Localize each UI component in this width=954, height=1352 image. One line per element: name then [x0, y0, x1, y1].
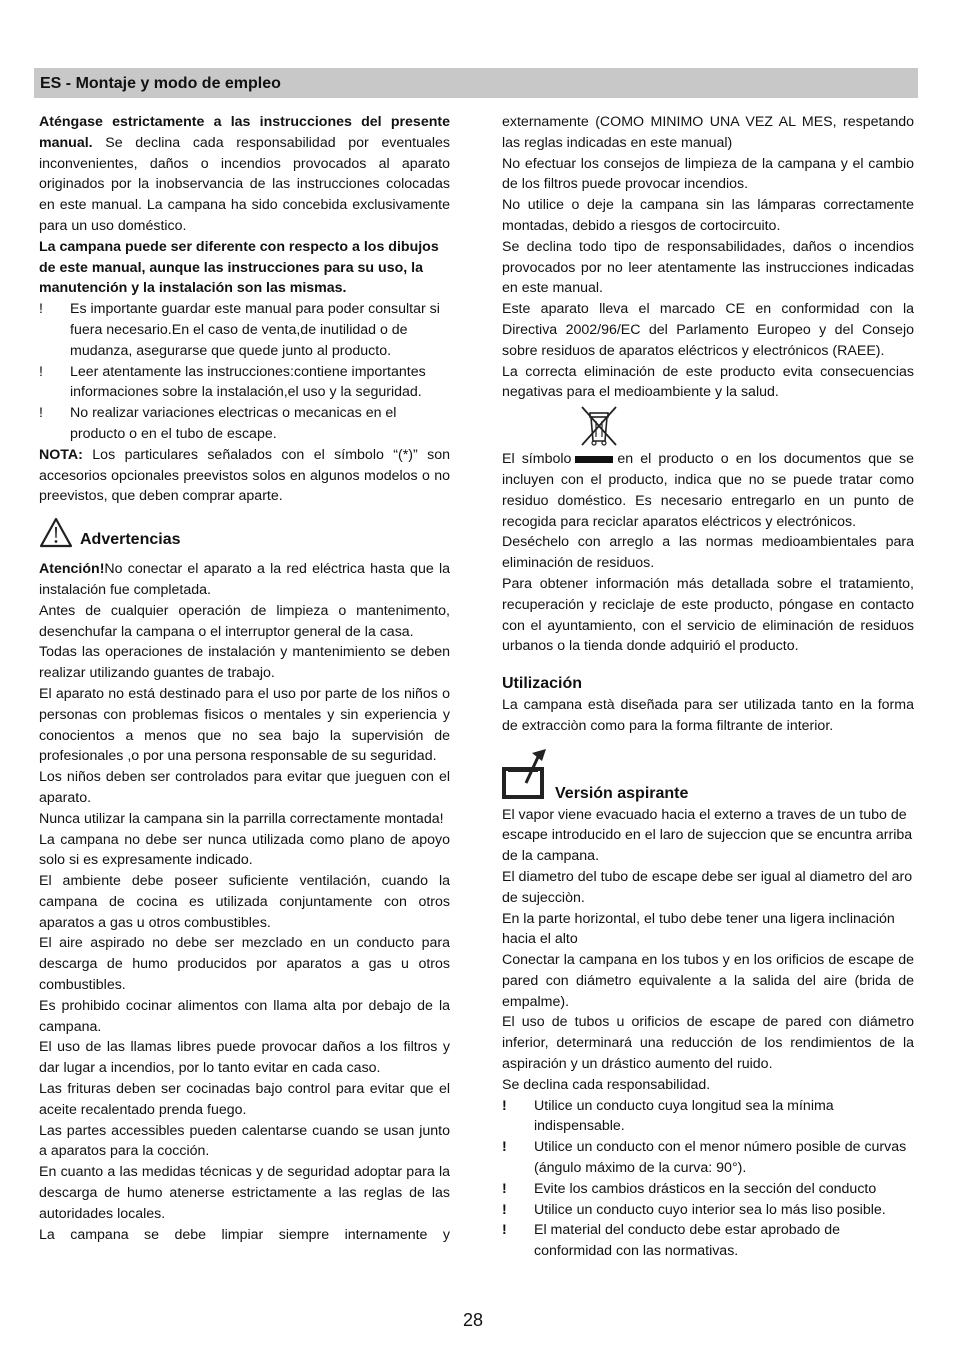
paragraph: No utilice o deje la campana sin las lámparas correctamente montadas, debido a riesgos de cortocircuito.	[502, 197, 914, 234]
warning-paragraph: El aparato no está destinado para el uso por parte de los niños o personas con problemas fisicos o mentales y sin experiencia y conocientos a menos que no sea bajo la supervisión de profesionales ,o por una persona responsable de su seguridad.	[39, 685, 450, 765]
bullet-text: Leer atentamente las instrucciones:contiene importantes informaciones sobre la instalación,el uso y la seguridad.	[70, 363, 426, 401]
paragraph: Deséchelo con arreglo a las normas medioambientales para eliminación de residuos.	[502, 534, 914, 572]
warning-paragraph: El aire aspirado no debe ser mezclado en un conducto para descarga de humo producidos por aparatos a gas u otros combustibles.	[39, 935, 450, 994]
bullet-mark: !	[502, 1222, 507, 1239]
bullet-text: El material del conducto debe estar aprobado de conformidad con las normativas.	[534, 1222, 841, 1260]
symbol-prefix: El símbolo	[502, 451, 572, 468]
weee-bar-icon	[575, 456, 613, 463]
bullet-text: Utilice un conducto con el menor número posible de curvas (ángulo máximo de la curva: 90°).	[534, 1139, 907, 1177]
list-item	[502, 1137, 914, 1179]
bullet-mark: !	[502, 1180, 507, 1197]
bullet-mark: !	[39, 301, 43, 318]
bullet-text: Es importante guardar este manual para poder consultar si fuera necesario.En el caso de venta,de inutilidad o de mudanza, asegurarse que quede junto al producto.	[70, 301, 440, 359]
warning-paragraph: En cuanto a las medidas técnicas y de seguridad adoptar para la descarga de humo atenerse estrictamente a las reglas de las autoridades locales.	[39, 1164, 450, 1222]
right-column	[502, 112, 914, 1262]
page-number: 28	[463, 1310, 484, 1330]
paragraph: El uso de tubos u orificios de escape de pared con diámetro inferior, determinará una reducción de los rendimientos de la aspiración y un drástico aumento del ruido.	[502, 1014, 914, 1073]
warning-paragraph: Los niños deben ser controlados para evitar que jueguen con el aparato.	[39, 769, 450, 806]
weee-symbol-block	[502, 403, 914, 449]
attention-text: No conectar el aparato a la red eléctrica hasta que la instalación fue completada.	[39, 561, 450, 598]
warning-paragraph: Es prohibido cocinar alimentos con llama alta por debajo de la campana.	[39, 997, 450, 1035]
nota-text: Los particulares señalados con el símbolo “(*)” son accesorios opcionales preevistos solos en algunos modelos o no preevistos, que deben comprar aparte.	[39, 446, 450, 505]
warning-paragraph: Todas las operaciones de instalación y mantenimiento se deben realizar utilizando guantes de trabajo.	[39, 644, 450, 682]
list-item	[39, 299, 450, 361]
bullet-text: Utilice un conducto cuya longitud sea la mínima indispensable.	[534, 1097, 834, 1135]
warning-paragraph: La campana se debe limpiar siempre internamente y	[39, 1226, 450, 1243]
hood-duct-icon	[502, 747, 552, 801]
aspirante-heading-block	[502, 747, 914, 805]
paragraph: El vapor viene evacuado hacia el externo a traves de un tubo de escape introducido en el laro de sujeccion que se encuntra arriba de la campana.	[502, 806, 913, 865]
list-item	[502, 1096, 914, 1138]
bullet-mark: !	[502, 1097, 507, 1114]
section-header	[34, 68, 918, 98]
crossed-bin-icon	[578, 403, 620, 447]
list-item	[39, 403, 450, 445]
warning-paragraph: El uso de las llamas libres puede provocar daños a los filtros y dar lugar a incendios, por lo tanto evitar en cada caso.	[39, 1039, 450, 1077]
intro-bold: Aténgase estrictamente a las instrucciones del presente manual.	[39, 114, 450, 151]
list-item	[502, 1179, 914, 1200]
left-column	[39, 112, 450, 1245]
warning-paragraph: Antes de cualquier operación de limpieza o mantenimento, desenchufar la campana o el interruptor general de la casa.	[39, 602, 450, 640]
section-title: ES - Montaje y modo de empleo	[40, 75, 281, 92]
list-item	[502, 1200, 914, 1221]
use-title: Utilización	[502, 675, 583, 693]
warning-paragraph: Las frituras deben ser cocinadas bajo control para evitar que el aceite recalentado prenda fuego.	[39, 1081, 450, 1118]
intro-paragraph	[39, 112, 450, 237]
bullet-text: No realizar variaciones electricas o mecanicas en el producto o en el tubo de escape.	[70, 405, 397, 442]
warnings-title: Advertencias	[80, 531, 181, 549]
paragraph: externamente (COMO MINIMO UNA VEZ AL MES, respetando las reglas indicadas en este manual)	[502, 114, 914, 151]
bold-note: La campana puede ser diferente con respecto a los dibujos de este manual, aunque las instrucciones para su uso, la manutención y la instalación son las mismas.	[39, 238, 439, 297]
warning-paragraph: Nunca utilizar la campana sin la parrilla correctamente montada!	[39, 810, 444, 827]
paragraph: No efectuar los consejos de limpieza de la campana y el cambio de los filtros puede provocar incendios.	[502, 155, 914, 193]
bullet-mark: !	[39, 405, 43, 422]
warning-paragraph: La campana no debe ser nunca utilizada como plano de apoyo solo si es expresamente indicado.	[39, 831, 450, 869]
paragraph: Este aparato lleva el marcado CE en conformidad con la Directiva 2002/96/EC del Parlamento Europeo y del Consejo sobre residuos de aparatos eléctricos y electrónicos (RAEE).	[502, 301, 914, 359]
aspirante-title: Versión aspirante	[555, 784, 689, 802]
paragraph: La correcta eliminación de este producto evita consecuencias negativas para el medioambiente y la salud.	[502, 363, 914, 401]
paragraph: Para obtener información más detallada sobre el tratamiento, recuperación y reciclaje de este producto, póngase en contacto con el ayuntamiento, con el servicio de eliminación de residuos urbanos o la tienda donde adquirió el producto.	[502, 575, 914, 655]
paragraph: Se declina todo tipo de responsabilidades, daños o incendios provocados por no leer atentamente las instrucciones indicadas en este manual.	[502, 238, 914, 297]
bullet-mark: !	[39, 363, 43, 380]
attention-label: Atención!	[39, 561, 105, 578]
paragraph: Conectar la campana en los tubos y en los orificios de escape de pared con diámetro equivalente a la salida del aire (brida de empalme).	[502, 952, 914, 1010]
warnings-heading-block	[39, 517, 450, 559]
use-paragraph: La campana està diseñada para ser utilizada tanto en la forma de extracciòn como para la forma filtrante de interior.	[502, 696, 914, 734]
bullet-text: Utilice un conducto cuyo interior sea lo más liso posible.	[534, 1201, 886, 1218]
attention-paragraph	[39, 559, 450, 601]
warning-paragraph: El ambiente debe poseer suficiente ventilación, cuando la campana de cocina es utilizada conjuntamente con otros aparatos a gas u otros combustibles.	[39, 873, 450, 931]
symbol-text: en el producto o en los documentos que se incluyen con el producto, indica que no se puede tratar como residuo doméstico. Es necesario entregarlo en un punto de recogida para reciclar aparatos eléctricos y electrónicos.	[502, 451, 915, 530]
paragraph: El diametro del tubo de escape debe ser igual al diametro del aro de sujecciòn.	[502, 868, 913, 906]
paragraph: Se declina cada responsabilidad.	[502, 1076, 711, 1093]
list-item	[502, 1220, 914, 1262]
list-item	[39, 362, 450, 404]
bullet-mark: !	[502, 1139, 507, 1156]
nota-paragraph	[39, 445, 450, 507]
warning-triangle-icon	[39, 517, 73, 549]
intro-rest: Se declina cada responsabilidad por eventuales inconvenientes, daños o incendios provocados al aparato originados por la inobservancia de las instrucciones colocadas en este manual. La campana ha sido concebida exclusivamente para un uso doméstico.	[39, 134, 450, 234]
nota-label: NOTA:	[39, 446, 83, 463]
bullet-mark: !	[502, 1201, 507, 1218]
paragraph: En la parte horizontal, el tubo debe tener una ligera inclinación hacia el alto	[502, 910, 895, 948]
bullet-text: Evite los cambios drásticos en la sección del conducto	[534, 1180, 877, 1197]
symbol-paragraph	[502, 449, 914, 532]
warning-paragraph: Las partes accessibles pueden calentarse cuando se usan junto a aparatos para la cocción.	[39, 1122, 450, 1160]
